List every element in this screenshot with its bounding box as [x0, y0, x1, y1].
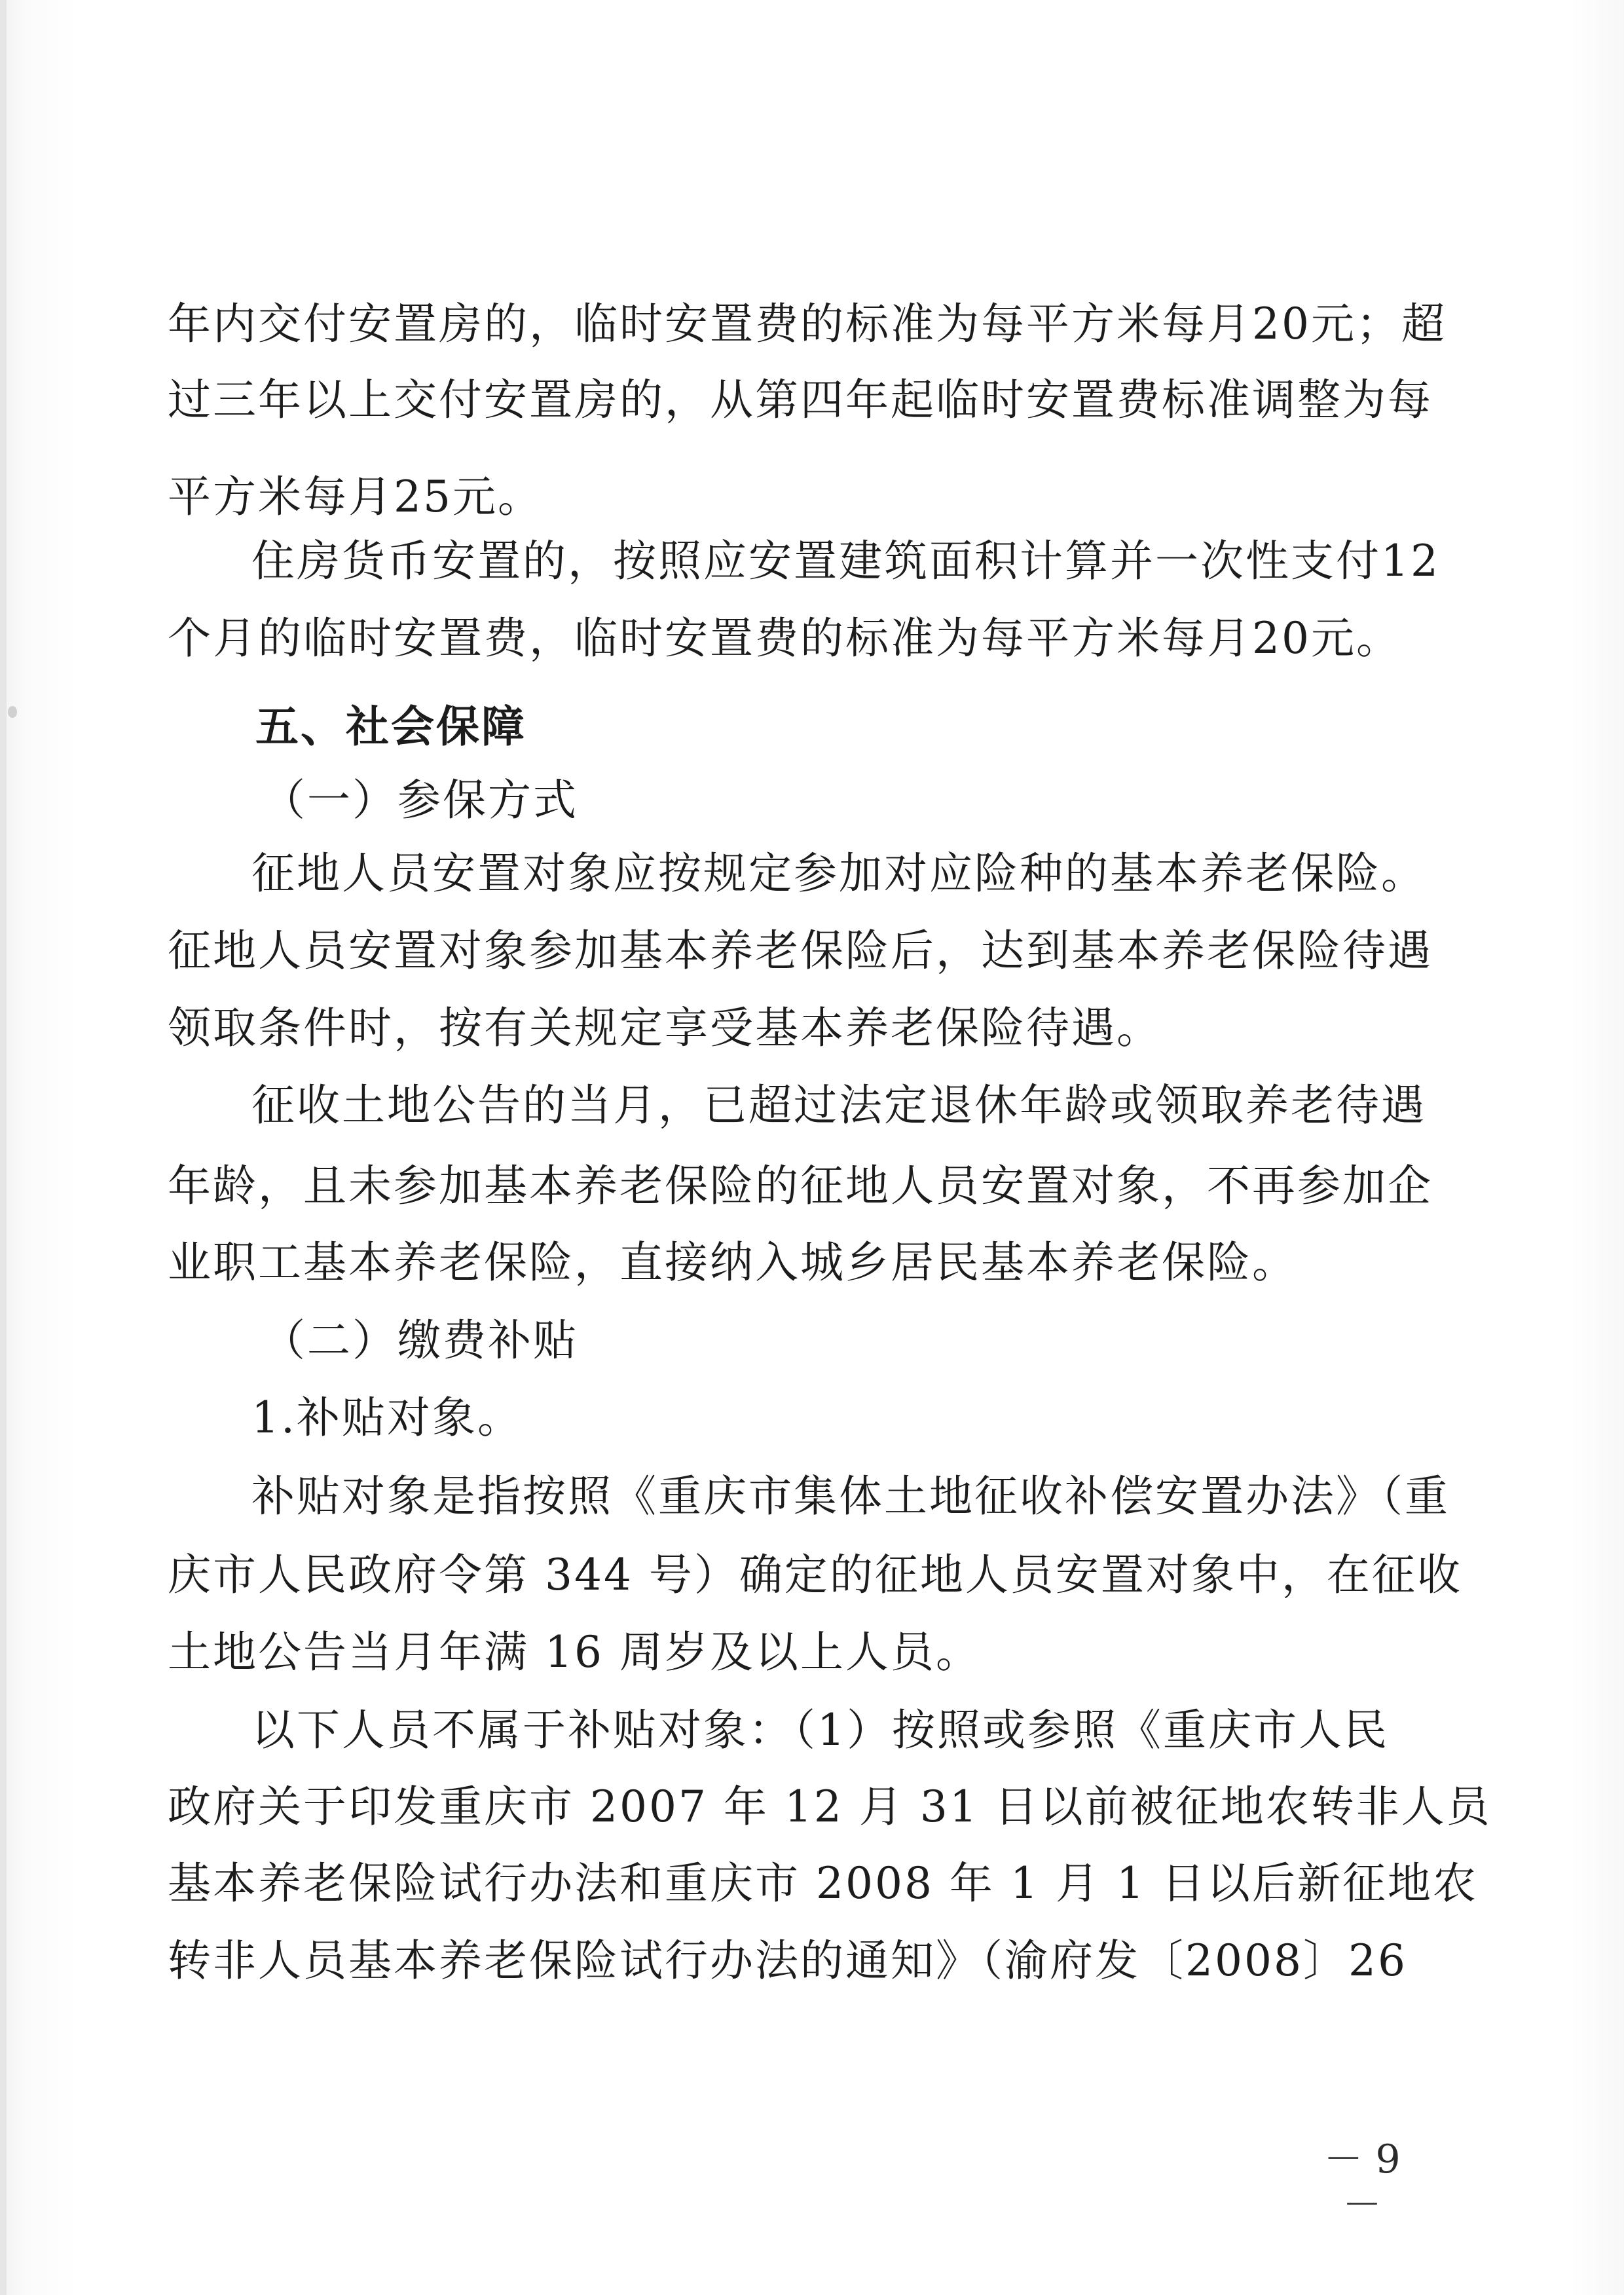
section-heading: 五、社会保障 [255, 701, 526, 752]
body-line: 领取条件时，按有关规定享受基本养老保险待遇。 [168, 1003, 1162, 1053]
body-line: 住房货币安置的，按照应安置建筑面积计算并一次性支付12 [251, 536, 1440, 586]
body-line: 基本养老保险试行办法和重庆市 2008 年 1 月 1 日以后新征地农 [168, 1858, 1478, 1909]
body-line: 转非人员基本养老保险试行办法的通知》（渝府发〔2008〕26 [168, 1935, 1407, 1986]
body-line: 年内交付安置房的，临时安置费的标准为每平方米每月20元；超 [168, 299, 1447, 349]
body-line: 补贴对象是指按照《重庆市集体土地征收补偿安置办法》（重 [251, 1471, 1450, 1521]
body-line: 庆市人民政府令第 344 号）确定的征地人员安置对象中，在征收 [168, 1550, 1462, 1600]
body-line: 征地人员安置对象参加基本养老保险后，达到基本养老保险待遇 [168, 925, 1433, 976]
body-line: 征地人员安置对象应按规定参加对应险种的基本养老保险。 [251, 848, 1426, 899]
body-line: 征收土地公告的当月，已超过法定退休年龄或领取养老待遇 [251, 1080, 1426, 1130]
subsection-heading: （一）参保方式 [262, 775, 578, 825]
body-line: 平方米每月25元。 [168, 472, 543, 522]
body-line: 政府关于印发重庆市 2007 年 12 月 31 日以前被征地农转非人员 [168, 1782, 1492, 1832]
body-line: 土地公告当月年满 16 周岁及以上人员。 [168, 1627, 981, 1677]
body-line: 1.补贴对象。 [251, 1392, 523, 1443]
body-line: 过三年以上交付安置房的，从第四年起临时安置费标准调整为每 [168, 375, 1433, 425]
body-line: 个月的临时安置费，临时安置费的标准为每平方米每月20元。 [168, 613, 1401, 663]
body-line: 年龄，且未参加基本养老保险的征地人员安置对象，不再参加企 [168, 1161, 1433, 1211]
body-line: 以下人员不属于补贴对象：（1）按照或参照《重庆市人民 [251, 1705, 1389, 1755]
subsection-heading: （二）缴费补贴 [262, 1315, 578, 1366]
page-number: － 9 － [1323, 2136, 1401, 2228]
body-line: 业职工基本养老保险，直接纳入城乡居民基本养老保险。 [168, 1237, 1297, 1288]
